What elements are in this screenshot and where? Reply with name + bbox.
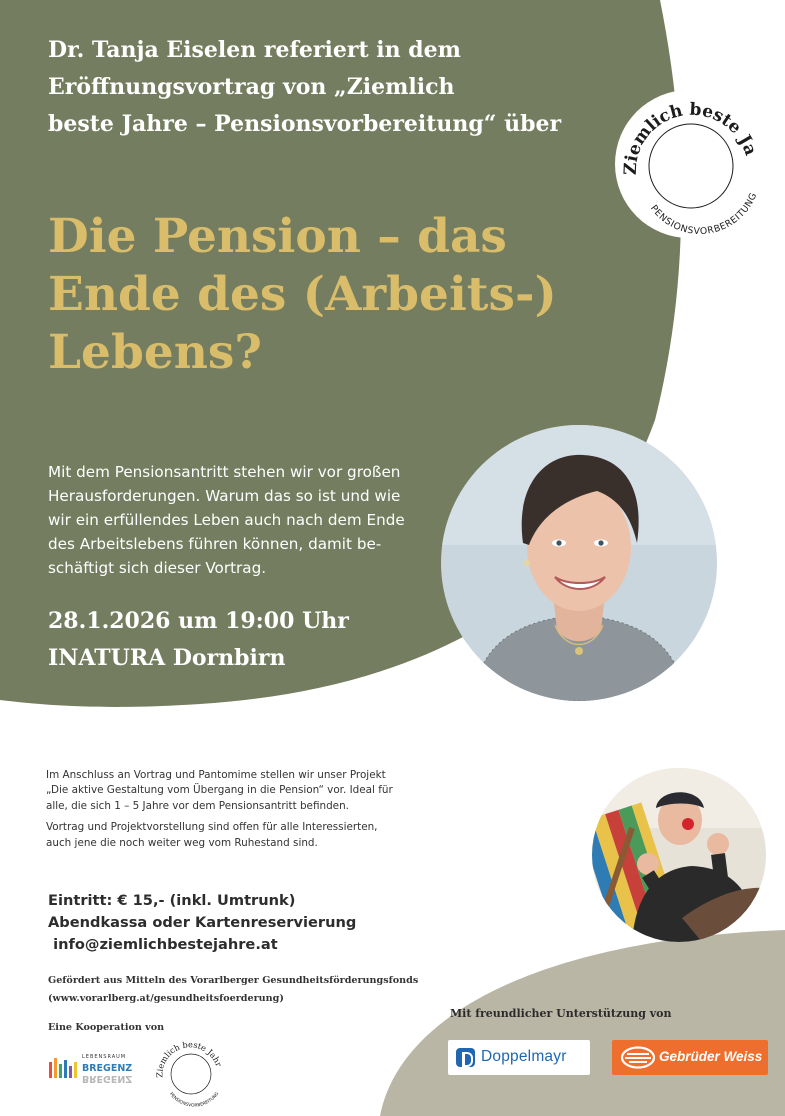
clown-photo xyxy=(592,768,766,942)
ticket-price: Eintritt: € 15,- (inkl. Umtrunk) xyxy=(48,892,296,909)
contact-email[interactable]: info@ziemlichbestejahre.at xyxy=(48,936,278,953)
pantomime-photo xyxy=(592,768,766,942)
bregenz-small-text: LEBENSRAUM xyxy=(82,1054,127,1060)
ziemlich-beste-jahre-small-logo xyxy=(155,1037,225,1107)
project-line: Vortrag und Projektvorstellung sind offen für alle Interessierten, xyxy=(46,821,378,834)
gebrueder-weiss-mark-icon xyxy=(620,1046,656,1069)
project-line: Im Anschluss an Vortrag und Pantomime stellen wir unser Projekt xyxy=(46,769,386,781)
small-stamp-arc-bottom: PENSIONSVORBEREITUNG xyxy=(168,1091,221,1107)
funding-line: Gefördert aus Mitteln des Vorarlberger Gesundheitsförderungsfonds xyxy=(48,975,419,986)
description-line: schäftigt sich dieser Vortrag. xyxy=(48,559,267,577)
funding-note xyxy=(48,972,448,1008)
headline-line: Ende des (Arbeits-) xyxy=(48,267,557,322)
cooperation-label: Eine Kooperation von xyxy=(48,1022,165,1033)
support-label: Mit freundlicher Unterstützung von xyxy=(450,1007,672,1020)
ticket-booking: Abendkassa oder Kartenreservierung xyxy=(48,914,357,931)
project-paragraph xyxy=(46,768,426,814)
description xyxy=(48,460,428,580)
stamp-logo xyxy=(615,90,763,238)
stamp-arc-bottom: PENSIONSVORBEREITUNG xyxy=(647,190,760,238)
small-stamp-arc-top: Ziemlich beste Jahr xyxy=(155,1039,225,1078)
project-line: auch jene die noch weiter weg vom Ruhestand sind. xyxy=(46,836,318,849)
headline xyxy=(48,208,608,382)
bregenz-mirror-text: BREGENZ xyxy=(82,1073,133,1084)
doppelmayr-logo xyxy=(448,1040,590,1075)
intro-line: beste Jahre – Pensionsvorbereitung“ über xyxy=(48,111,562,137)
speaker-photo xyxy=(441,425,717,701)
project-line: alle, die sich 1 – 5 Jahre vor dem Pensionsantritt befinden. xyxy=(46,799,349,812)
ziemlich-beste-jahre-stamp xyxy=(615,90,763,238)
bregenz-big-text: BREGENZ xyxy=(82,1063,133,1074)
headline-line: Lebens? xyxy=(48,325,262,380)
funding-url[interactable]: (www.vorarlberg.at/gesundheitsfoerderung) xyxy=(48,993,284,1004)
ticket-info xyxy=(48,890,428,956)
project-paragraph xyxy=(46,820,426,851)
description-line: Mit dem Pensionsantritt stehen wir vor großen xyxy=(48,463,401,481)
event-venue: INATURA Dornbirn xyxy=(48,645,286,671)
intro-line: Dr. Tanja Eiselen referiert in dem xyxy=(48,37,461,63)
intro-line: Eröffnungsvortrag von „Ziemlich xyxy=(48,74,455,100)
description-line: Herausforderungen. Warum das so ist und wie xyxy=(48,487,401,505)
doppelmayr-wordmark: Doppelmayr xyxy=(481,1048,567,1065)
event-date-time: 28.1.2026 um 19:00 Uhr xyxy=(48,608,349,634)
bregenz-mark-icon xyxy=(48,1054,80,1084)
project-line: „Die aktive Gestaltung vom Übergang in die Pension“ vor. Ideal für xyxy=(46,784,393,797)
description-line: des Arbeitslebens führen können, damit be- xyxy=(48,535,382,553)
speaker-portrait xyxy=(441,425,717,701)
headline-line: Die Pension – das xyxy=(48,209,507,264)
doppelmayr-d-icon xyxy=(456,1048,475,1067)
stamp-arc-top: Ziemlich beste Ja xyxy=(620,99,761,176)
intro-text xyxy=(48,32,608,143)
gebrueder-weiss-logo xyxy=(612,1040,768,1075)
gebrueder-weiss-wordmark: Gebrüder Weiss xyxy=(659,1049,763,1064)
project-info xyxy=(46,768,426,851)
stone-blob xyxy=(380,930,785,1116)
lebensraum-bregenz-logo xyxy=(48,1052,134,1088)
description-line: wir ein erfüllendes Leben auch nach dem Ende xyxy=(48,511,405,529)
small-stamp-logo xyxy=(155,1037,225,1107)
